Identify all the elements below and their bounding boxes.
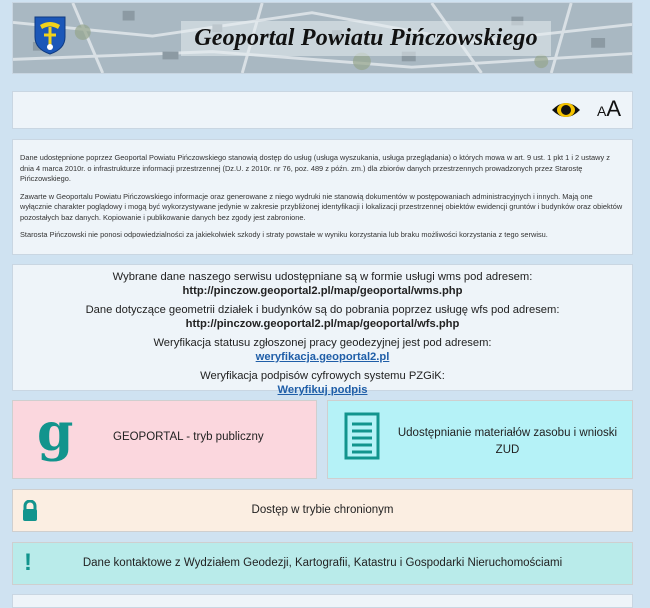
signature-link[interactable]: Weryfikuj podpis [277, 384, 368, 396]
eye-icon[interactable] [551, 99, 581, 121]
verification-link[interactable]: weryfikacja.geoportal2.pl [255, 351, 390, 363]
disclaimer-paragraph: Dane udostępnione poprzez Geoportal Powiatu Pińczowskiego stanowią dostęp do usług (usługa wyszukania, usługa przeglądania) o których mowa w art. 9 ust. 1 pkt 1 i 2 ustawy z dnia 4 marca 2010r. o infrastrukturze informacji przestrzennej (Dz.U. z 2010r. nr 76, poz. 489 z późn. zm.) dla zbiorów danych przestrzennych prowadzonych przez Starostę Pińczowskiego. [20, 153, 610, 184]
document-icon [344, 412, 380, 460]
font-size-large-label: A [606, 96, 622, 121]
public-geoportal-tile[interactable] [12, 400, 317, 479]
geoportal-g-icon: g [37, 402, 74, 463]
exclamation-icon: ! [24, 549, 32, 576]
font-size-small-label: A [597, 103, 607, 119]
wfs-text: Dane dotyczące geometrii działek i budynków są do pobrania poprzez usługę wfs pod adresem: [85, 304, 560, 316]
services-info [12, 264, 633, 396]
footer-panel [12, 594, 633, 608]
legal-disclaimer [12, 139, 633, 255]
site-title: Geoportal Powiatu Pińczowskiego [181, 21, 551, 56]
verification-text: Weryfikacja statusu zgłoszonej pracy geodezyjnej jest pod adresem: [153, 337, 492, 349]
disclaimer-paragraph: Starosta Pińczowski nie ponosi odpowiedzialności za jakiekolwiek szkody i straty powstałe w wyniku korzystania lub braku możliwości korzystania z tego serwisu. [20, 230, 548, 240]
contact-info-label: Dane kontaktowe z Wydziałem Geodezji, Kartografii, Katastru i Gospodarki Nieruchomościami [82, 557, 563, 569]
zud-materials-tile[interactable] [327, 400, 633, 479]
header-banner [12, 2, 633, 74]
wms-url: http://pinczow.geoportal2.pl/map/geoportal/wms.php [182, 285, 463, 297]
wfs-url: http://pinczow.geoportal2.pl/map/geoportal/wfs.php [185, 318, 460, 330]
font-size-button[interactable] [597, 96, 621, 122]
disclaimer-paragraph: Zawarte w Geoportalu Powiatu Pińczowskiego informacje oraz generowane z niego wydruki nie stanowią dokumentów w postępowaniach administracyjnych i innych. Mają one wyłącznie charakter poglądowy i mogą być wykorzystywane jedynie w zakresie przybliżonej identyfikacji i lokalizacji przestrzennej obiektów ewidencji gruntów i budynków oraz obiektów pozostałych baz danych. Kopiowanie i publikowanie danych bez zgody jest zabronione. [20, 191, 623, 222]
public-geoportal-label: GEOPORTAL - tryb publiczny [113, 431, 264, 443]
protected-access-label: Dostęp w trybie chronionym [251, 504, 394, 516]
contact-info-tile[interactable] [12, 542, 633, 585]
county-crest-icon [33, 15, 67, 55]
zud-materials-label: Udostępnianie materiałów zasobu i wnioski ZUD [397, 427, 618, 456]
accessibility-toolbar [12, 91, 633, 129]
wms-text: Wybrane dane naszego serwisu udostępniane są w formie usługi wms pod adresem: [112, 271, 533, 283]
protected-access-tile[interactable] [12, 489, 633, 532]
signature-text: Weryfikacja podpisów cyfrowych systemu PZGiK: [200, 370, 445, 382]
